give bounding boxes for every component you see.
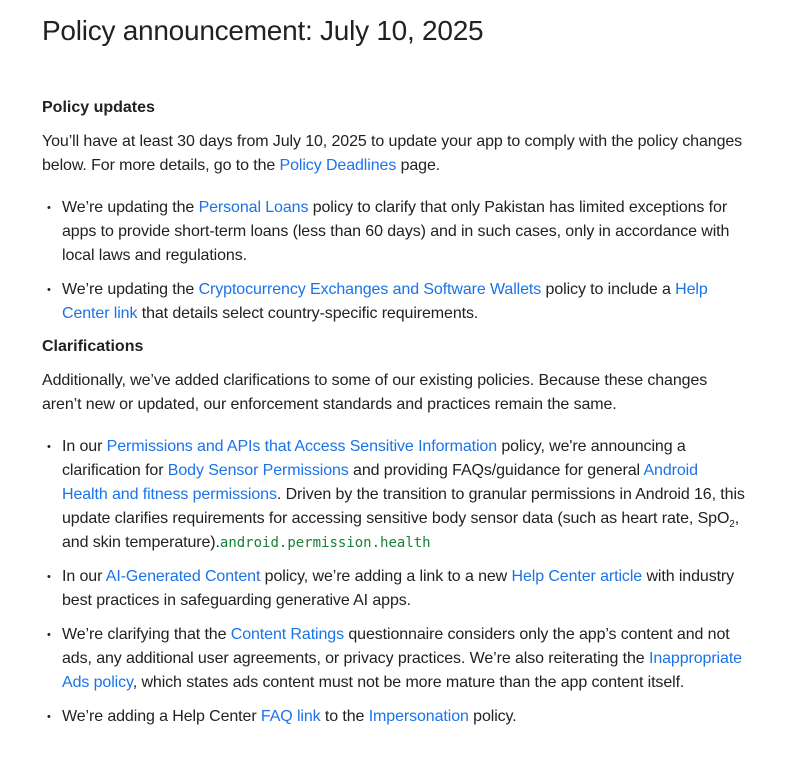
link-faq[interactable]: FAQ link bbox=[260, 708, 321, 725]
text-run: In our bbox=[62, 568, 106, 585]
text-run: policy, we’re adding a link to a new bbox=[260, 568, 512, 585]
text-run: that details select country-specific requirements. bbox=[137, 305, 479, 322]
text-run: We’re updating the bbox=[62, 281, 199, 298]
policy-updates-intro bbox=[42, 130, 745, 178]
list-item bbox=[62, 435, 745, 555]
list-item bbox=[62, 196, 745, 268]
text-run: . Driven by the transition to granular permissions in Android 16, this update clarifies requirements for accessing sensitive body sensor data (such as heart rate, SpO bbox=[62, 486, 745, 527]
link-ai-generated-content[interactable]: AI-Generated Content bbox=[105, 568, 261, 585]
section-policy-updates bbox=[42, 97, 745, 326]
page-title: Policy announcement: July 10, 2025 bbox=[42, 15, 484, 46]
text-run: , and skin temperature). bbox=[62, 510, 740, 551]
clarifications-heading: Clarifications bbox=[42, 338, 144, 355]
link-content-ratings[interactable]: Content Ratings bbox=[230, 626, 344, 643]
text-run: policy, we're announcing a clarification for bbox=[62, 438, 686, 479]
link-permissions-apis-sensitive-information[interactable]: Permissions and APIs that Access Sensitive Information bbox=[106, 438, 498, 455]
link-inappropriate-ads-policy[interactable]: Inappropriate Ads policy bbox=[62, 650, 742, 691]
text-run: page. bbox=[396, 157, 441, 174]
list-item bbox=[62, 565, 745, 613]
section-clarifications bbox=[42, 336, 745, 729]
link-policy-deadlines[interactable]: Policy Deadlines bbox=[279, 157, 397, 174]
policy-updates-heading: Policy updates bbox=[42, 99, 155, 116]
text-run: , which states ads content must not be more mature than the app content itself. bbox=[132, 674, 685, 691]
list-item bbox=[62, 705, 745, 729]
link-android-health-fitness-permissions[interactable]: Android Health and fitness permissions bbox=[62, 462, 698, 503]
list-item bbox=[62, 623, 745, 695]
link-help-center[interactable]: Help Center link bbox=[62, 281, 708, 322]
clarifications-list bbox=[42, 435, 745, 729]
subscript-text: 2 bbox=[729, 519, 735, 531]
text-run: questionnaire considers only the app’s content and not ads, any additional user agreements, or privacy practices. We’re also reiterating the bbox=[62, 626, 730, 667]
link-cryptocurrency-exchanges-software-wallets[interactable]: Cryptocurrency Exchanges and Software Wallets bbox=[198, 281, 542, 298]
text-run: You’ll have at least 30 days from July 10, 2025 to update your app to comply with the policy changes below. For more details, go to the bbox=[42, 133, 743, 174]
link-personal-loans[interactable]: Personal Loans bbox=[198, 199, 309, 216]
text-run: Additionally, we’ve added clarifications to some of our existing policies. Because these changes aren’t new or updated, our enforcement standards and practices remain the same. bbox=[42, 372, 708, 413]
text-run: In our bbox=[62, 438, 107, 455]
link-impersonation[interactable]: Impersonation bbox=[368, 708, 469, 725]
text-run: to the bbox=[320, 708, 369, 725]
text-run: We’re clarifying that the bbox=[62, 626, 231, 643]
list-item bbox=[62, 278, 745, 326]
link-help-center-article[interactable]: Help Center article bbox=[511, 568, 643, 585]
text-run: We’re adding a Help Center bbox=[62, 708, 261, 725]
text-run: policy to include a bbox=[541, 281, 676, 298]
code-snippet: android.permission.health bbox=[219, 535, 431, 551]
link-body-sensor-permissions[interactable]: Body Sensor Permissions bbox=[167, 462, 349, 479]
text-run: with industry best practices in safeguarding generative AI apps. bbox=[62, 568, 735, 609]
text-run: policy to clarify that only Pakistan has limited exceptions for apps to provide short-term loans (less than 60 days) and in such cases, only in accordance with local laws and regulations. bbox=[62, 199, 730, 264]
text-run: We’re updating the bbox=[62, 199, 199, 216]
text-run: policy. bbox=[468, 708, 517, 725]
text-run: and providing FAQs/guidance for general bbox=[348, 462, 644, 479]
clarifications-intro bbox=[42, 369, 745, 417]
policy-updates-list bbox=[42, 196, 745, 326]
